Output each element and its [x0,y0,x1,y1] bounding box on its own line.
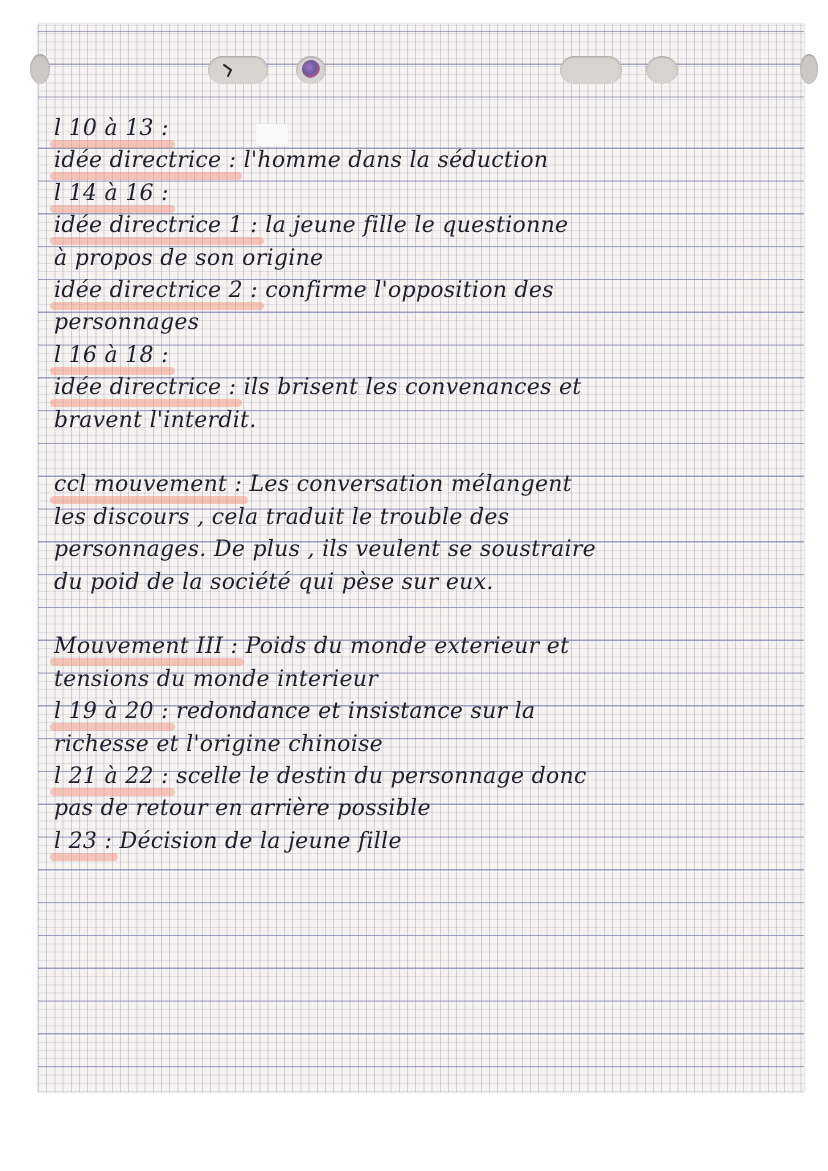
note-line [54,504,510,530]
note-label: l 16 à 18 : [54,342,169,368]
note-line [54,666,379,692]
note-label: l 10 à 13 : [54,116,169,141]
binder-hole [208,56,268,84]
note-label: l 21 à 22 : [54,764,169,789]
note-line [54,180,169,206]
note-line [54,731,383,757]
note-line [54,766,587,788]
note-line [54,118,169,140]
note-line [54,312,199,334]
note-label: idée directrice 1 : [54,213,258,239]
note-line [54,828,402,854]
note-text: tensions du monde interieur [54,666,379,692]
note-line [54,377,581,399]
note-line [54,150,548,172]
note-text: l'homme dans la séduction [236,148,549,174]
note-line [54,215,568,237]
binder-hole [800,54,818,84]
note-text: ils brisent les convenances et [236,375,582,401]
note-text: redondance et insistance sur la [168,699,536,725]
pencil-mark [222,62,236,78]
note-text: scelle le destin du personnage donc [168,764,587,789]
note-line [54,474,572,496]
binder-hole [560,56,622,84]
note-text: personnages [54,310,200,336]
ink-dot [302,60,320,78]
note-label: idée directrice 2 : [54,278,258,303]
note-text: la jeune fille le questionne [257,213,569,239]
note-text: les discours , cela traduit le trouble des [54,504,510,530]
note-label: Mouvement III : [54,634,239,660]
note-label: idée directrice : [54,375,237,401]
note-line [54,245,324,271]
note-text: richesse et l'origine chinoise [54,731,383,757]
note-text: Décision de la jeune fille [112,828,402,854]
note-line [54,280,554,302]
note-label: ccl mouvement : [54,472,243,498]
note-text: confirme l'opposition des [257,278,554,303]
note-text: bravent l'interdit. [54,407,257,433]
note-line [54,569,494,595]
note-line [54,636,569,658]
note-text: personnages. De plus , ils veulent se soustraire [54,537,596,563]
note-line [54,701,535,723]
note-label: idée directrice : [54,148,237,174]
note-text: du poid de la société qui pèse sur eux. [54,569,494,595]
note-label: l 23 : [54,828,113,854]
binder-hole [30,54,50,84]
note-label: l 19 à 20 : [54,699,169,725]
note-text: Poids du monde exterieur et [238,634,570,660]
note-text: Les conversation mélangent [242,472,572,498]
note-line [54,342,169,368]
note-text: pas de retour en arrière possible [54,796,431,822]
note-label: l 14 à 16 : [54,180,169,206]
note-line [54,539,596,561]
whiteout-patch [256,124,288,146]
binder-hole [646,56,678,84]
note-text: à propos de son origine [54,245,324,271]
note-line [54,798,431,820]
note-line [54,407,257,433]
